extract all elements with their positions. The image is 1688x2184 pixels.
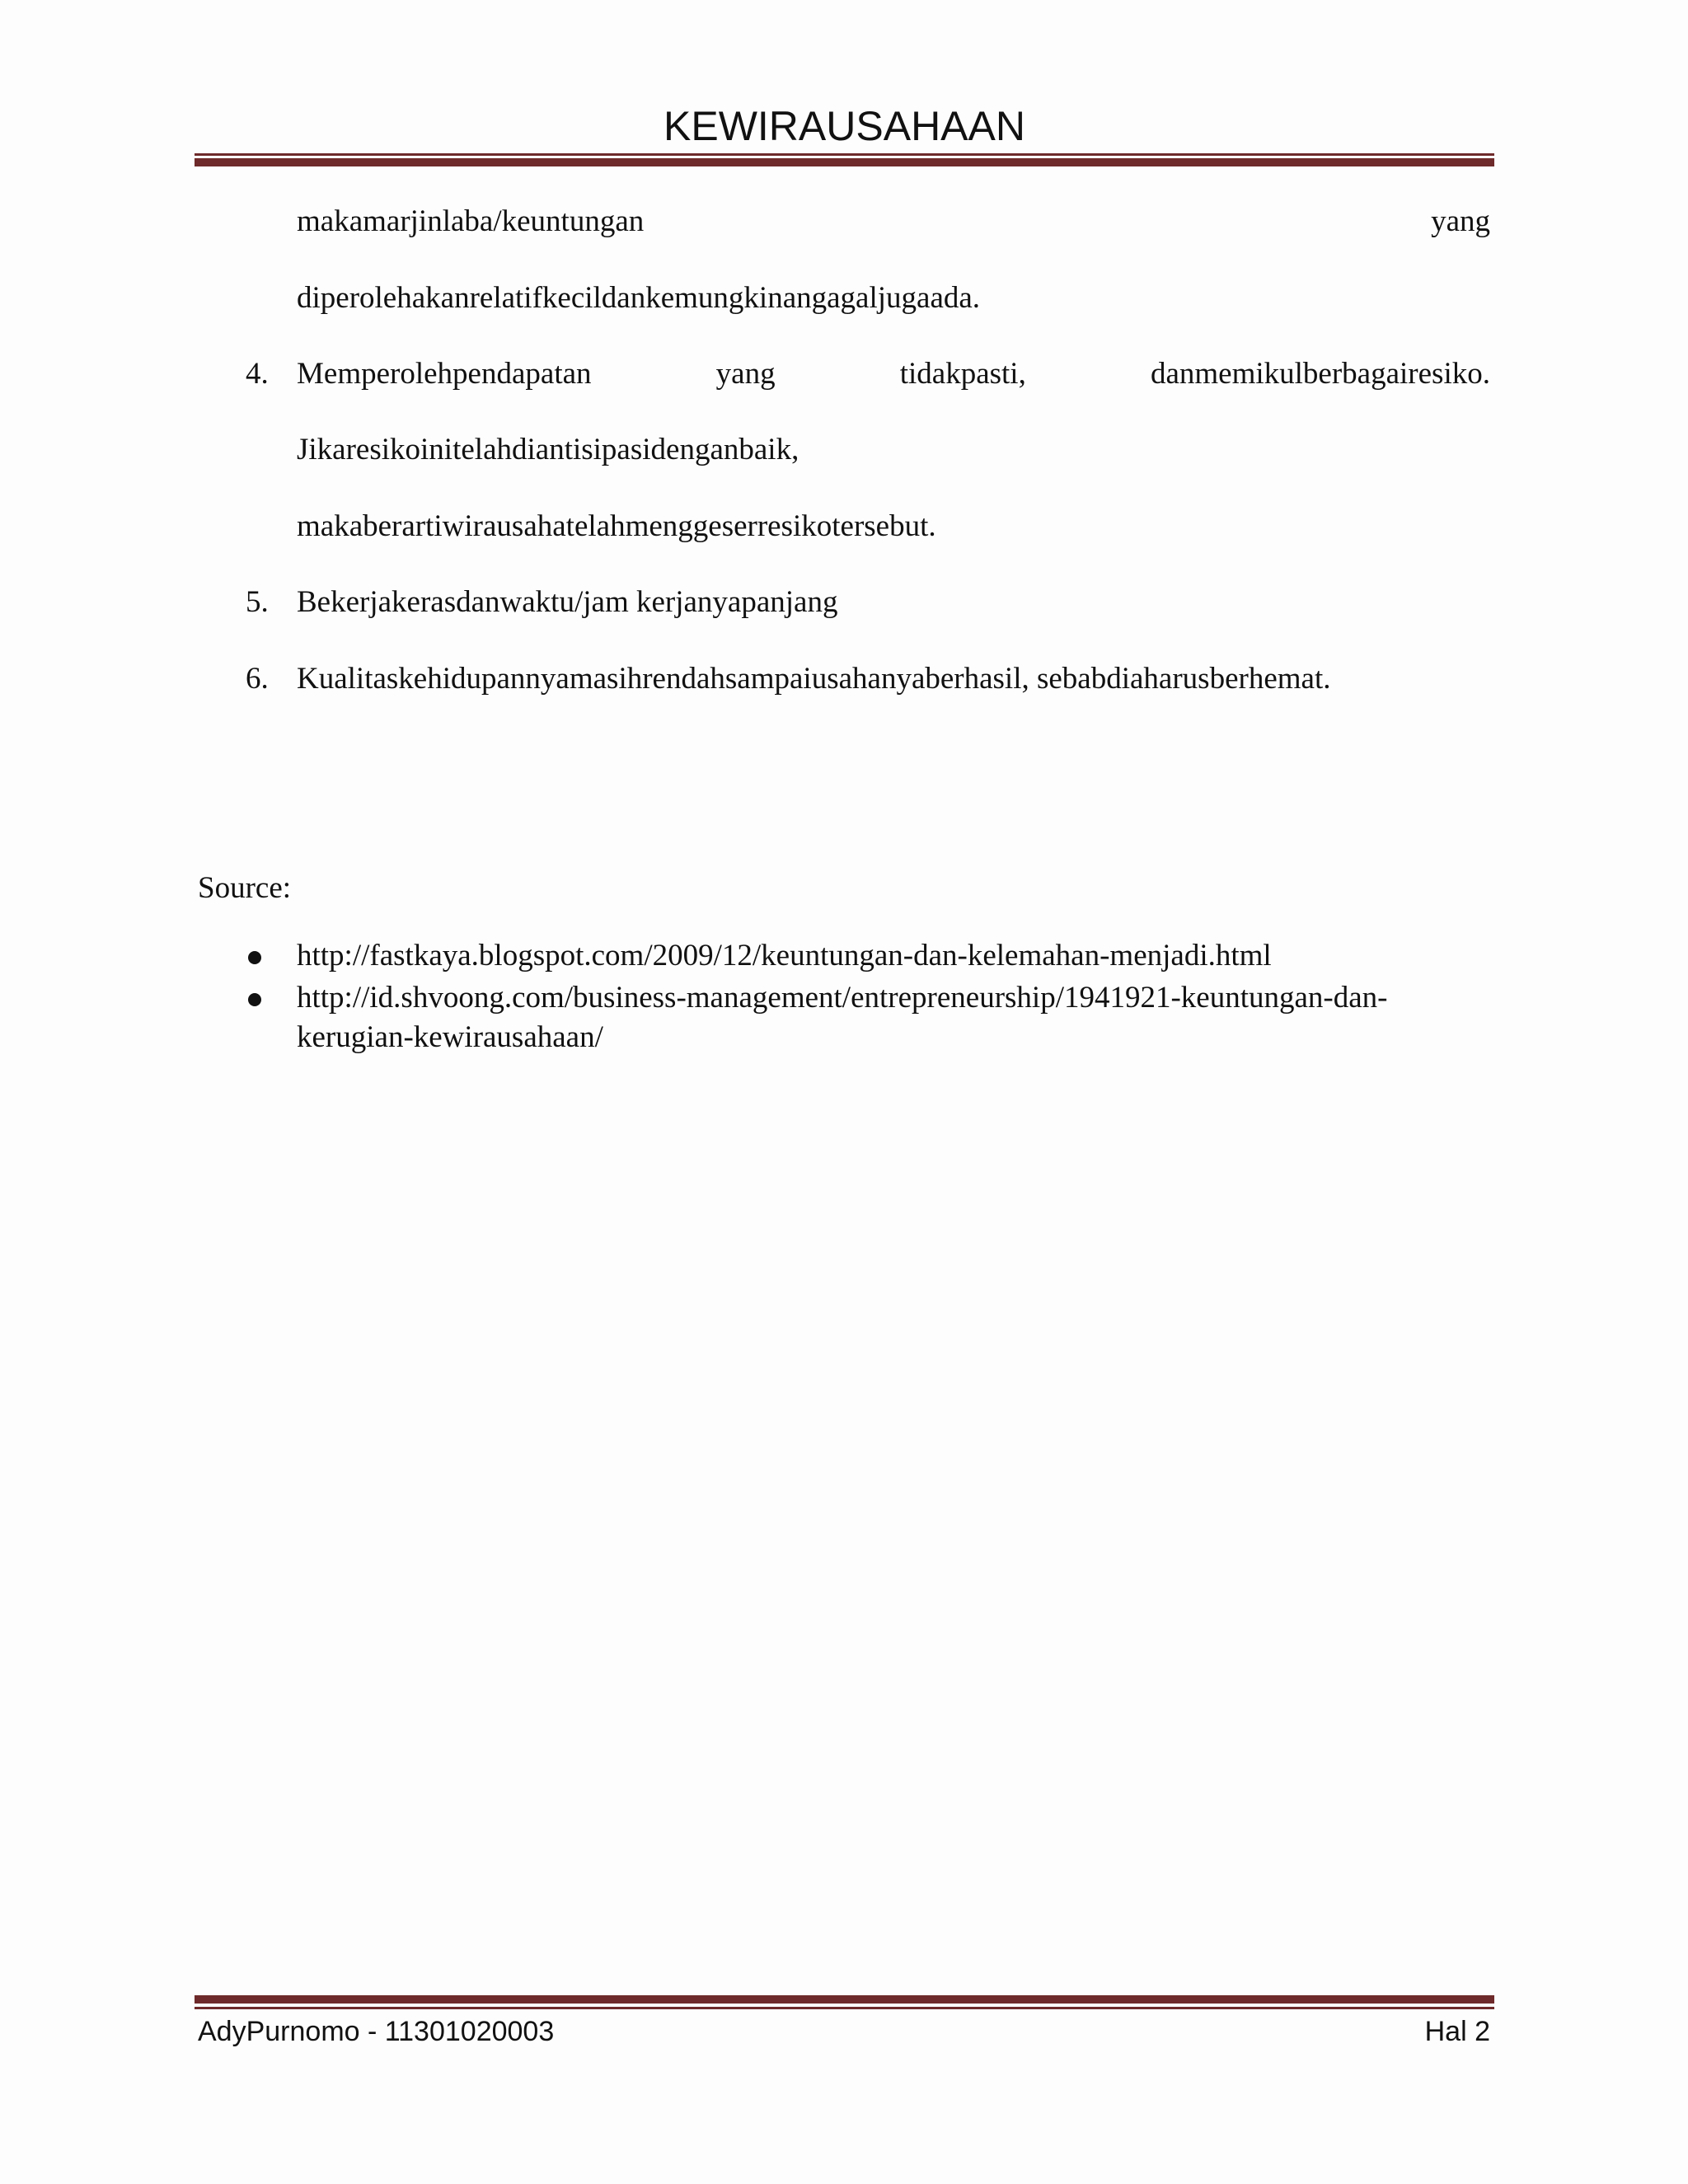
- header-title: KEWIRAUSAHAAN: [663, 103, 1025, 149]
- list-number-6: 6.: [246, 662, 269, 696]
- item4-line-3: makaberartiwirausahatelahmenggeserresikotersebut.: [297, 509, 936, 543]
- word: yang: [715, 357, 776, 391]
- word: danmemikulberbagairesiko.: [1150, 357, 1490, 391]
- list-number-5: 5.: [246, 585, 269, 619]
- footer-page-number: Hal 2: [1424, 2016, 1490, 2047]
- bullet-icon: [248, 993, 261, 1006]
- item6-text: Kualitaskehidupannyamasihrendahsampaiusahanyaberhasil, sebabdiaharusberhemat.: [297, 662, 1331, 696]
- word: Memperolehpendapatan: [297, 357, 592, 391]
- word: tidakpasti,: [899, 357, 1026, 391]
- source-label: Source:: [198, 871, 292, 905]
- footer-rule-thick: [195, 1995, 1494, 2004]
- header-rule-thin: [195, 153, 1494, 156]
- header-rule-thick: [195, 158, 1494, 166]
- footer-rule-thin: [195, 2007, 1494, 2009]
- source-link-1[interactable]: http://fastkaya.blogspot.com/2009/12/keuntungan-dan-kelemahan-menjadi.html: [297, 939, 1272, 972]
- item4-line-2: Jikaresikoinitelahdiantisipasidenganbaik,: [297, 433, 799, 466]
- source-link-2-continued[interactable]: kerugian-kewirausahaan/: [297, 1020, 603, 1054]
- continued-line-2: diperolehakanrelatifkecildankemungkinangagaljugaada.: [297, 281, 981, 315]
- word: yang: [1431, 204, 1490, 238]
- continued-line-1: [297, 203, 1490, 241]
- footer-author: AdyPurnomo - 11301020003: [198, 2016, 555, 2047]
- list-number-4: 4.: [246, 357, 269, 391]
- word: makamarjinlaba/keuntungan: [297, 204, 645, 238]
- item4-line-1: [297, 355, 1490, 393]
- item5-text: Bekerjakerasdanwaktu/jam kerjanyapanjang: [297, 585, 838, 619]
- source-link-2[interactable]: http://id.shvoong.com/business-management/entrepreneurship/1941921-keuntungan-dan-: [297, 981, 1388, 1015]
- bullet-icon: [248, 951, 261, 964]
